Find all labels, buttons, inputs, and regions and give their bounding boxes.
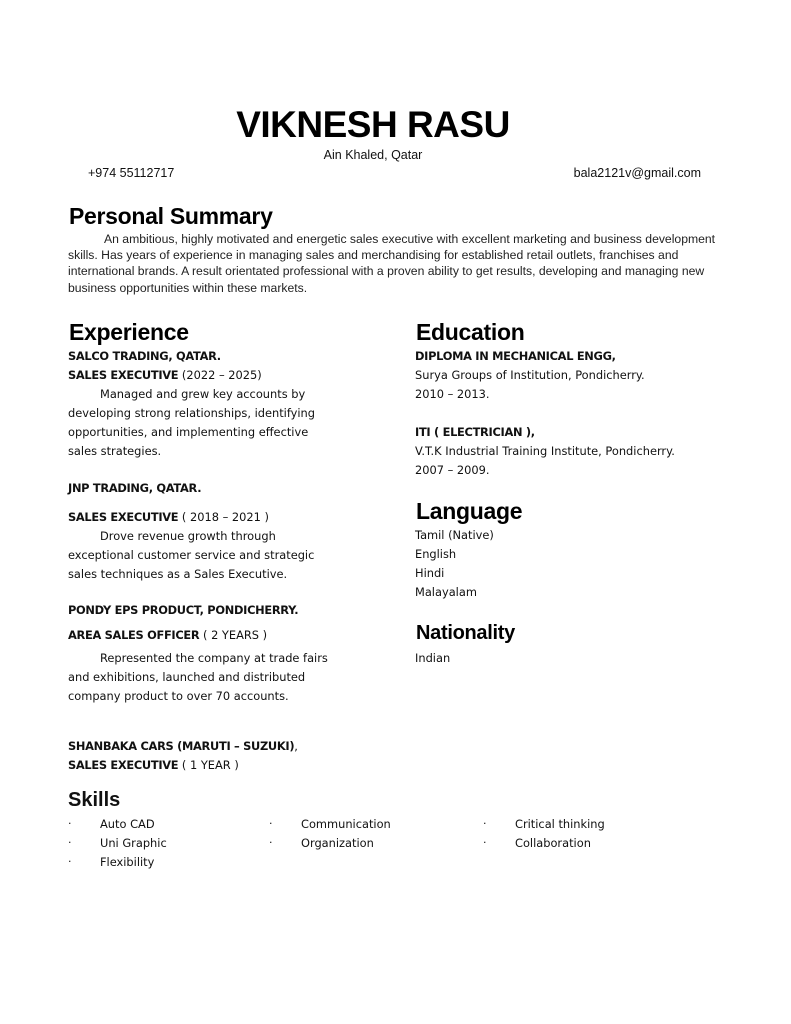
summary-text <box>68 231 728 296</box>
job-company-line <box>68 737 358 756</box>
nationality-heading: Nationality <box>416 622 515 644</box>
job-role: SALES EXECUTIVE <box>68 510 179 524</box>
language-item: Tamil (Native) <box>415 528 494 542</box>
job-company: PONDY EPS PRODUCT, PONDICHERRY. <box>68 603 299 617</box>
education-institution: V.T.K Industrial Training Institute, Pondicherry. <box>415 444 675 458</box>
education-item-diploma <box>415 347 745 404</box>
language-item: Malayalam <box>415 585 477 599</box>
bullet-icon: · <box>68 836 72 849</box>
skill-item: Uni Graphic <box>100 836 167 850</box>
bullet-icon: · <box>483 836 487 849</box>
job-description: Drove revenue growth through exceptional customer service and strategic sales techniques as a Sales Executive. <box>68 529 315 581</box>
job-company-suffix: , <box>294 739 298 753</box>
skill-item: Auto CAD <box>100 817 155 831</box>
job-role: SALES EXECUTIVE <box>68 758 179 772</box>
language-heading: Language <box>416 498 523 524</box>
email-address: bala2121v@gmail.com <box>573 166 701 180</box>
skill-item: Communication <box>301 817 391 831</box>
job-description: Represented the company at trade fairs and exhibitions, launched and distributed company product to over 70 accounts. <box>68 651 328 703</box>
job-shanbaka <box>68 737 358 775</box>
job-period: ( 2 YEARS ) <box>203 628 268 642</box>
job-description: Managed and grew key accounts by developing strong relationships, identifying opportunities, and implementing effective sales strategies. <box>68 387 316 458</box>
job-jnp <box>68 508 328 584</box>
bullet-icon: · <box>269 836 273 849</box>
skills-grid <box>68 816 748 876</box>
bullet-icon: · <box>483 817 487 830</box>
job-role: AREA SALES OFFICER <box>68 628 200 642</box>
language-item: Hindi <box>415 566 445 580</box>
job-role-line <box>68 508 328 527</box>
job-pondy-company <box>68 601 348 620</box>
skill-item: Organization <box>301 836 374 850</box>
job-role-line <box>68 626 338 645</box>
job-company: SALCO TRADING, QATAR. <box>68 349 221 363</box>
experience-heading: Experience <box>69 319 189 345</box>
job-role: SALES EXECUTIVE <box>68 368 179 382</box>
education-years: 2007 – 2009. <box>415 463 490 477</box>
education-degree: DIPLOMA IN MECHANICAL ENGG, <box>415 349 616 363</box>
job-salco <box>68 347 338 461</box>
job-period: ( 1 YEAR ) <box>181 758 239 772</box>
bullet-icon: · <box>269 817 273 830</box>
education-heading: Education <box>416 319 525 345</box>
job-role-line <box>68 756 358 775</box>
education-degree: ITI ( ELECTRICIAN ), <box>415 425 535 439</box>
address: Ain Khaled, Qatar <box>323 148 423 162</box>
skill-item: Collaboration <box>515 836 591 850</box>
bullet-icon: · <box>68 855 72 868</box>
job-period: (2022 – 2025) <box>181 368 262 382</box>
job-company: JNP TRADING, QATAR. <box>68 481 202 495</box>
summary-paragraph: An ambitious, highly motivated and energetic sales executive with excellent marketing and business development skills. Has years of experience in managing sales and merchandising for established retail outlets, franchises and international brands. A result orientated professional with a proven ability to get results, developing and managing new business opportunities within these markets. <box>68 232 716 295</box>
summary-heading: Personal Summary <box>69 203 273 229</box>
job-pondy <box>68 626 338 706</box>
skill-item: Critical thinking <box>515 817 605 831</box>
language-item: English <box>415 547 457 561</box>
education-item-iti <box>415 423 745 480</box>
job-role-line <box>68 366 338 385</box>
bullet-icon: · <box>68 817 72 830</box>
skills-heading: Skills <box>68 789 121 811</box>
education-years: 2010 – 2013. <box>415 387 490 401</box>
job-company: SHANBAKA CARS (MARUTI – SUZUKI) <box>68 739 295 753</box>
skill-item: Flexibility <box>100 855 155 869</box>
education-institution: Surya Groups of Institution, Pondicherry. <box>415 368 645 382</box>
job-jnp-company <box>68 479 338 498</box>
candidate-name: VIKNESH RASU <box>236 104 510 145</box>
job-period: ( 2018 – 2021 ) <box>181 510 269 524</box>
phone-number: +974 55112717 <box>88 166 175 180</box>
language-list <box>415 526 615 602</box>
nationality-value: Indian <box>415 651 451 665</box>
